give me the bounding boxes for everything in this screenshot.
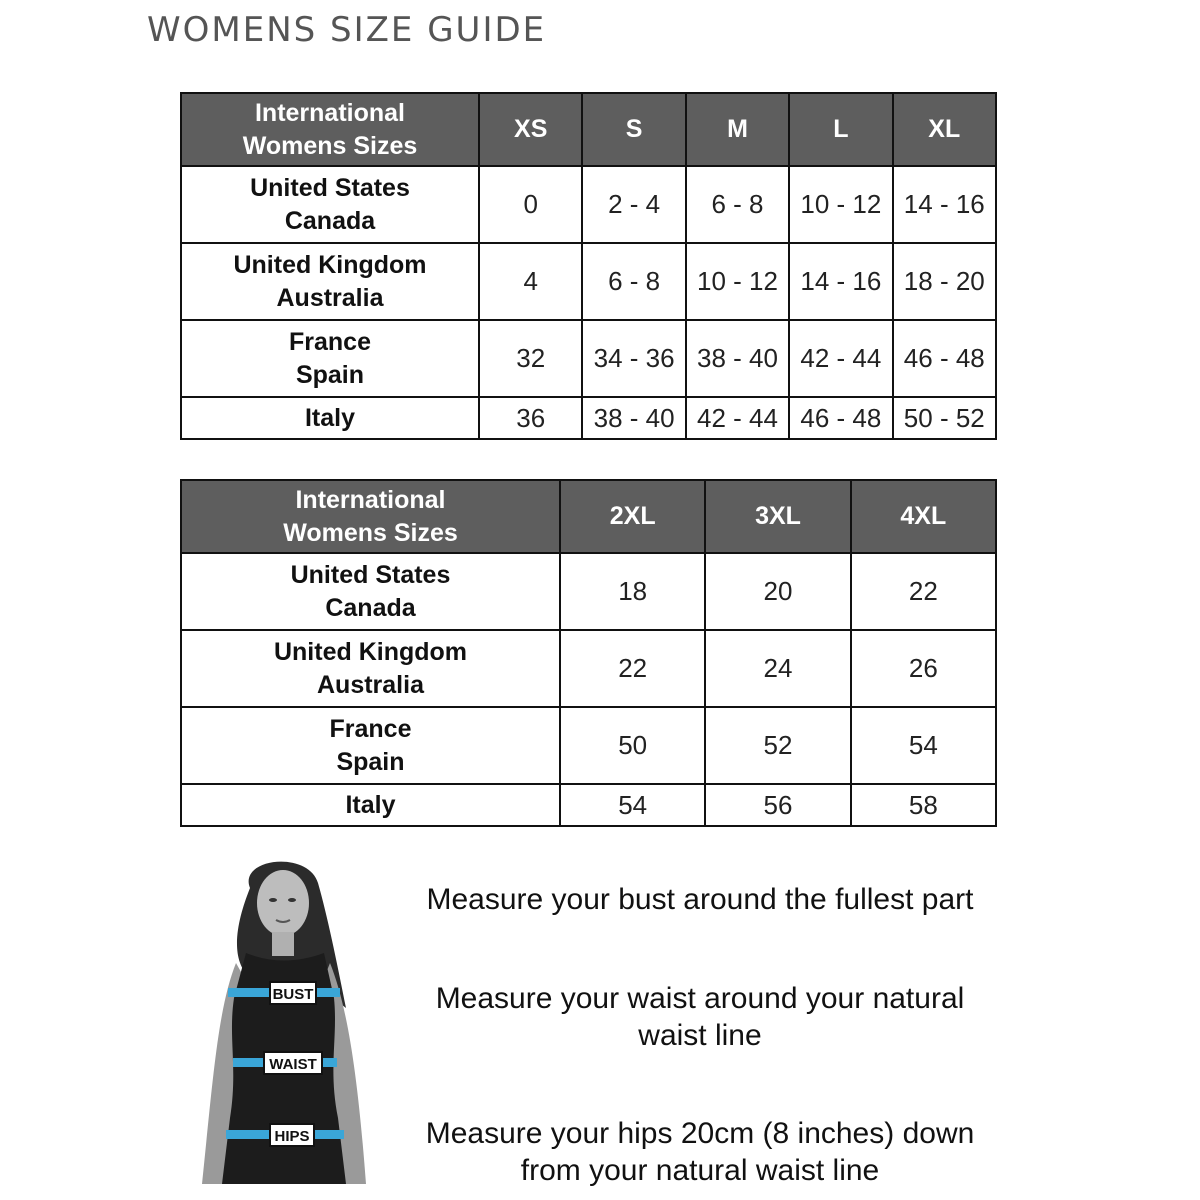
hips-label: HIPS <box>274 1128 310 1145</box>
instruction-line: Measure your bust around the fullest part <box>426 883 974 916</box>
size-value: 18 <box>560 553 705 630</box>
size-value: 4 <box>479 243 582 320</box>
country-line: Spain <box>336 747 405 776</box>
table-header-row <box>181 93 996 166</box>
size-value: 26 <box>851 630 996 707</box>
size-table-plus <box>180 479 997 827</box>
table-row <box>181 243 996 320</box>
waist-instruction <box>405 980 995 1054</box>
size-value: 52 <box>705 707 850 784</box>
table-row <box>181 553 996 630</box>
size-value: 14 - 16 <box>789 243 892 320</box>
table-row <box>181 320 996 397</box>
size-value: 34 - 36 <box>582 320 685 397</box>
country-line: United States <box>250 173 410 202</box>
country-line: United Kingdom <box>273 637 468 666</box>
size-value: 56 <box>705 784 850 826</box>
size-value: 2 - 4 <box>582 166 685 243</box>
size-value: 58 <box>851 784 996 826</box>
instruction-line: waist line <box>638 1019 762 1052</box>
size-value: 24 <box>705 630 850 707</box>
size-value: 46 - 48 <box>893 320 996 397</box>
table-row <box>181 630 996 707</box>
size-header: M <box>686 93 789 166</box>
size-header: 2XL <box>560 480 705 553</box>
size-header: 3XL <box>705 480 850 553</box>
country-label <box>181 553 560 630</box>
country-line: France <box>329 714 412 743</box>
country-label <box>181 707 560 784</box>
page-title: WOMENS SIZE GUIDE <box>147 10 547 50</box>
size-header: XL <box>893 93 996 166</box>
size-value: 54 <box>560 784 705 826</box>
country-line: Canada <box>284 206 376 235</box>
size-value: 6 - 8 <box>686 166 789 243</box>
table-row <box>181 166 996 243</box>
size-header: XS <box>479 93 582 166</box>
country-line: Spain <box>295 360 365 389</box>
instruction-line: Measure your waist around your natural <box>435 982 965 1015</box>
header-international-sizes <box>181 93 479 166</box>
size-value: 38 - 40 <box>686 320 789 397</box>
size-value: 0 <box>479 166 582 243</box>
country-label <box>181 243 479 320</box>
country-label: Italy <box>181 397 479 439</box>
country-line: Australia <box>317 670 424 699</box>
size-value: 10 - 12 <box>789 166 892 243</box>
instruction-line: Measure your hips 20cm (8 inches) down <box>425 1117 975 1150</box>
size-value: 42 - 44 <box>686 397 789 439</box>
header-line: International <box>254 98 405 127</box>
country-label <box>181 320 479 397</box>
model-figure <box>188 858 403 1184</box>
table-row <box>181 707 996 784</box>
size-table-standard <box>180 92 997 440</box>
country-line: France <box>289 327 371 356</box>
table-header-row <box>181 480 996 553</box>
size-value: 10 - 12 <box>686 243 789 320</box>
header-line: International <box>295 485 446 514</box>
header-international-sizes <box>181 480 560 553</box>
size-header: L <box>789 93 892 166</box>
table-row <box>181 397 996 439</box>
size-value: 54 <box>851 707 996 784</box>
waist-label: WAIST <box>269 1056 317 1073</box>
country-label <box>181 630 560 707</box>
size-value: 38 - 40 <box>582 397 685 439</box>
bust-label: BUST <box>272 986 314 1003</box>
country-label: Italy <box>181 784 560 826</box>
hips-instruction <box>405 1115 995 1189</box>
size-value: 22 <box>851 553 996 630</box>
size-value: 22 <box>560 630 705 707</box>
size-header: 4XL <box>851 480 996 553</box>
country-line: United Kingdom <box>233 250 427 279</box>
size-value: 32 <box>479 320 582 397</box>
country-line: Canada <box>325 593 416 622</box>
bust-instruction <box>405 881 995 918</box>
instruction-line: from your natural waist line <box>520 1154 880 1187</box>
model-silhouette <box>188 858 403 1184</box>
size-value: 18 - 20 <box>893 243 996 320</box>
country-line: Australia <box>276 283 384 312</box>
size-value: 42 - 44 <box>789 320 892 397</box>
country-label <box>181 166 479 243</box>
country-line: United States <box>290 560 451 589</box>
size-header: S <box>582 93 685 166</box>
size-value: 50 - 52 <box>893 397 996 439</box>
size-value: 36 <box>479 397 582 439</box>
size-value: 14 - 16 <box>893 166 996 243</box>
table-row <box>181 784 996 826</box>
size-value: 50 <box>560 707 705 784</box>
header-line: Womens Sizes <box>283 518 458 547</box>
size-value: 6 - 8 <box>582 243 685 320</box>
size-value: 20 <box>705 553 850 630</box>
size-value: 46 - 48 <box>789 397 892 439</box>
header-line: Womens Sizes <box>242 131 418 160</box>
